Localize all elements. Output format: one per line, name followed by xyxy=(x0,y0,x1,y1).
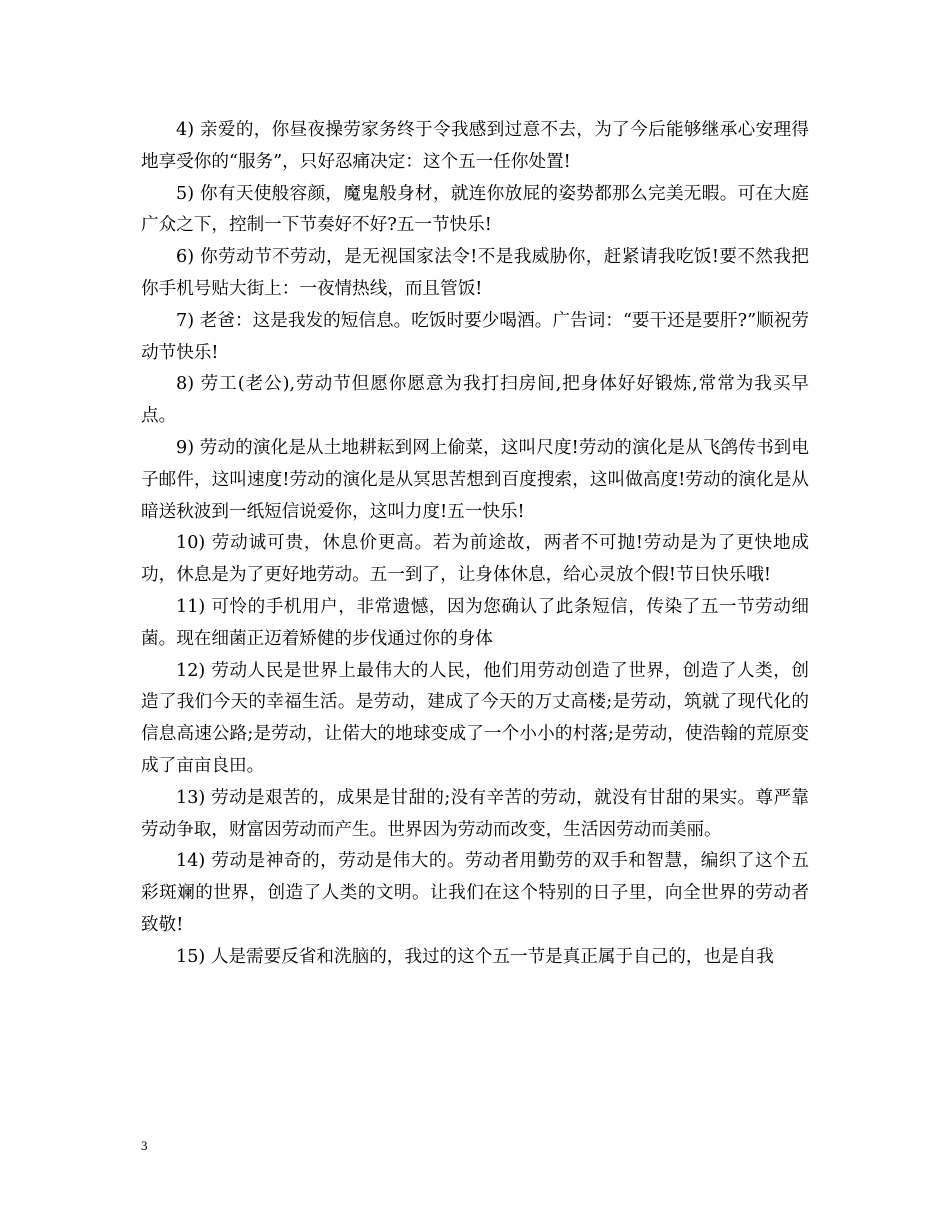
paragraph-13: 13) 劳动是艰苦的，成果是甘甜的;没有辛苦的劳动，就没有甘甜的果实。尊严靠劳动争取，财富因劳动而产生。世界因为劳动而改变，生活因劳动而美丽。 xyxy=(141,787,809,840)
paragraph-5: 5) 你有天使般容颜，魔鬼般身材，就连你放屁的姿势都那么完美无暇。可在大庭广众之下，控制一下节奏好不好?五一节快乐! xyxy=(141,183,809,236)
page-number: 3 xyxy=(141,1138,148,1153)
paragraph-14: 14) 劳动是神奇的，劳动是伟大的。劳动者用勤劳的双手和智慧，编织了这个五彩斑斓的世界，创造了人类的文明。让我们在这个特别的日子里，向全世界的劳动者致敬! xyxy=(141,851,809,935)
paragraph-10: 10) 劳动诚可贵，休息价更高。若为前途故，两者不可抛!劳动是为了更快地成功，休息是为了更好地劳动。五一到了，让身体休息，给心灵放个假!节日快乐哦! xyxy=(141,533,809,586)
paragraph-8: 8) 劳工(老公),劳动节但愿你愿意为我打扫房间,把身体好好锻炼,常常为我买早点。 xyxy=(141,374,809,427)
paragraph-4: 4) 亲爱的，你昼夜操劳家务终于令我感到过意不去，为了今后能够继承心安理得地享受你的“服务”，只好忍痛决定：这个五一任你处置! xyxy=(141,120,809,172)
paragraph-15: 15) 人是需要反省和洗脑的，我过的这个五一节是真正属于自己的，也是自我 xyxy=(176,946,774,967)
paragraph-11: 11) 可怜的手机用户，非常遗憾，因为您确认了此条短信，传染了五一节劳动细菌。现在细菌正迈着矫健的步伐通过你的身体 xyxy=(141,596,809,649)
paragraph-7: 7) 老爸：这是我发的短信息。吃饭时要少喝酒。广告词：“要干还是要肝?”顺祝劳动节快乐! xyxy=(141,310,809,363)
paragraph-6: 6) 你劳动节不劳动，是无视国家法令!不是我威胁你，赶紧请我吃饭!要不然我把你手机号贴大街上：一夜情热线，而且管饭! xyxy=(141,247,809,299)
paragraph-9: 9) 劳动的演化是从土地耕耘到网上偷菜，这叫尺度!劳动的演化是从飞鸽传书到电子邮件，这叫速度!劳动的演化是从冥思苦想到百度搜索，这叫做高度!劳动的演化是从暗送秋波到一纸短信说爱你，这叫力度!五一快乐! xyxy=(141,437,809,522)
document-body xyxy=(141,115,809,974)
paragraph-12: 12) 劳动人民是世界上最伟大的人民，他们用劳动创造了世界，创造了人类，创造了我们今天的幸福生活。是劳动，建成了今天的万丈高楼;是劳动，筑就了现代化的信息高速公路;是劳动，让偌大的地球变成了一个小小的村落;是劳动，使浩翰的荒原变成了亩亩良田。 xyxy=(141,660,809,776)
